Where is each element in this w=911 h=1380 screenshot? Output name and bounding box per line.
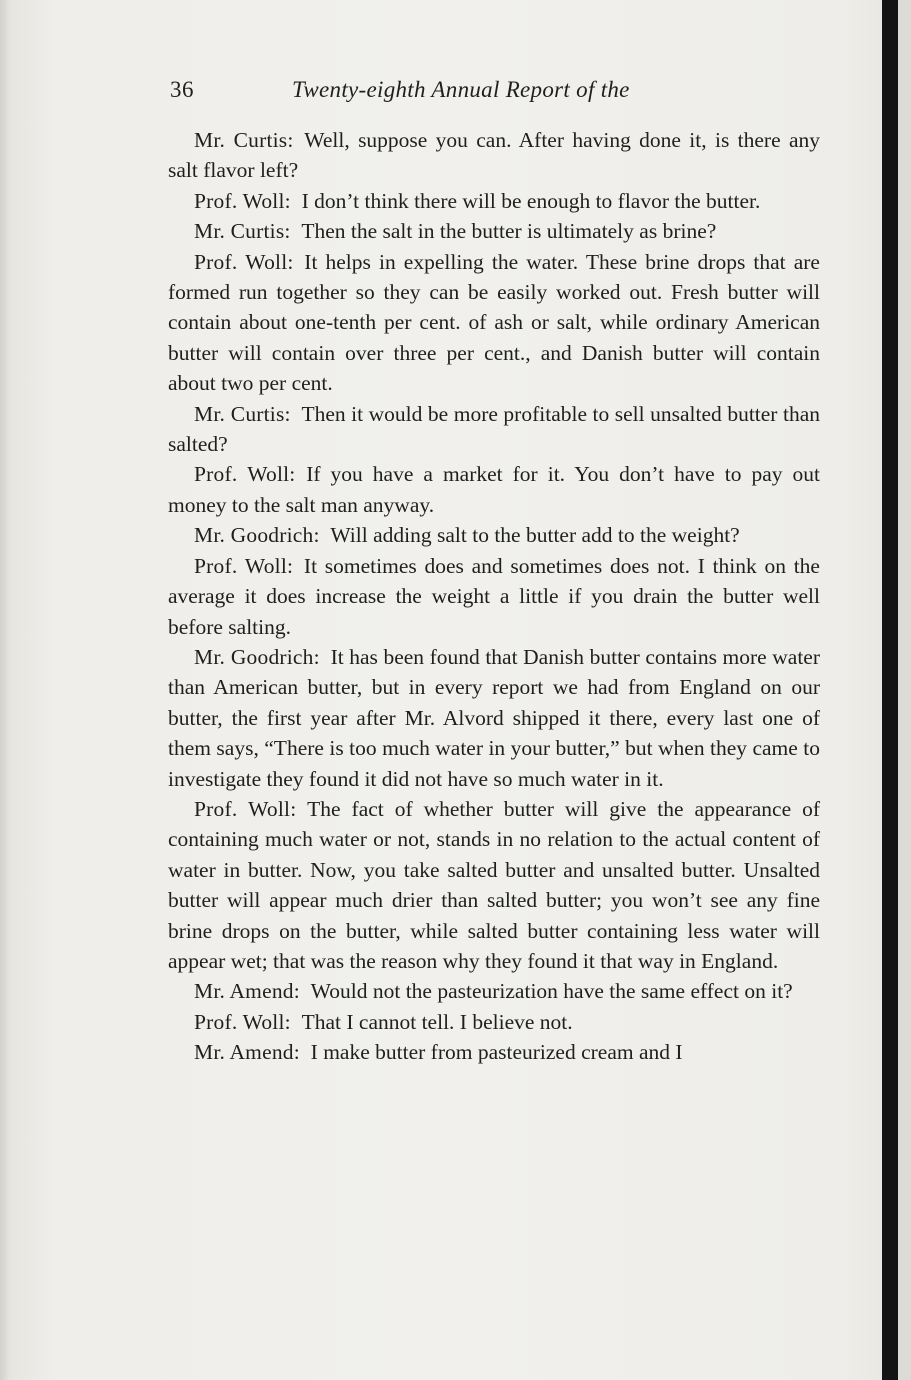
paragraph (168, 520, 820, 550)
paragraph (168, 1007, 820, 1037)
paragraph (168, 459, 820, 520)
paragraph-text: Will adding salt to the butter add to the weight? (330, 523, 740, 548)
speaker-label: Mr. Goodrich: (194, 523, 320, 548)
paragraph-text: I make butter from pasteurized cream and I (310, 1040, 683, 1065)
paragraph (168, 216, 820, 246)
paragraph-text: It sometimes does and sometimes does not. I think on the average it does increase the weight a little if you drain the butter well before salting. (168, 553, 820, 639)
paragraph (168, 642, 820, 794)
paragraph-text: The fact of whether butter will give the appearance of containing much water or not, stands in no relation to the actual content of water in butter. Now, you take salted butter and unsalted butter. Unsalted butter will appear much drier than salted butter; you won’t see any fine brine drops on the butter, while salted butter containing less water will appear wet; that was the reason why they found it that way in England. (168, 796, 820, 973)
paragraph-text: It helps in expelling the water. These brine drops that are formed run together so they can be easily worked out. Fresh butter will contain about one-tenth per cent. of ash or salt, while ordinary American butter will contain over three per cent., and Danish butter will contain about two per cent. (168, 249, 820, 396)
paragraph (168, 186, 820, 216)
speaker-label: Prof. Woll: (194, 188, 291, 213)
paragraph (168, 399, 820, 460)
page-number: 36 (170, 77, 194, 102)
speaker-label: Mr. Amend: (194, 1040, 300, 1065)
paragraph (168, 247, 820, 399)
speaker-label: Prof. Woll: (194, 462, 296, 487)
paragraph-text: If you have a market for it. You don’t have to pay out money to the salt man anyway. (168, 462, 820, 517)
speaker-label: Prof. Woll: (194, 553, 294, 578)
speaker-label: Mr. Goodrich: (194, 644, 320, 669)
running-header (170, 75, 820, 105)
paragraph (168, 551, 820, 642)
page-left-shadow (0, 0, 10, 1380)
paragraph-text: Then the salt in the butter is ultimately as brine? (301, 219, 717, 244)
paragraph (168, 794, 820, 976)
binding-edge (898, 0, 911, 1380)
speaker-label: Prof. Woll: (194, 1009, 291, 1034)
body-text (168, 125, 820, 1068)
paragraph-text: Well, suppose you can. After having done it, is there any salt flavor left? (168, 128, 820, 183)
speaker-label: Mr. Curtis: (194, 128, 294, 152)
paragraph-text: Then it would be more profitable to sell unsalted butter than salted? (168, 401, 821, 457)
speaker-label: Mr. Curtis: (194, 401, 291, 426)
paragraph-text: That I cannot tell. I believe not. (301, 1009, 573, 1034)
speaker-label: Mr. Amend: (194, 979, 300, 1004)
paragraph-text: Would not the pasteurization have the same effect on it? (310, 979, 793, 1004)
paragraph (168, 125, 820, 186)
binding-shadow (882, 0, 898, 1380)
speaker-label: Prof. Woll: (194, 249, 294, 274)
paragraph (168, 1037, 820, 1067)
speaker-label: Mr. Curtis: (194, 219, 291, 244)
paragraph (168, 976, 820, 1006)
running-title: Twenty-eighth Annual Report of the (292, 77, 630, 102)
paragraph-text: It has been found that Danish butter contains more water than American butter, but in every report we had from England on our butter, the first year after Mr. Alvord shipped it there, every last one of them says, “There is too much water in your butter,” but when they came to investigate they found it did not have so much water in it. (168, 644, 821, 791)
speaker-label: Prof. Woll: (194, 796, 297, 821)
paragraph-text: I don’t think there will be enough to flavor the butter. (301, 188, 761, 213)
